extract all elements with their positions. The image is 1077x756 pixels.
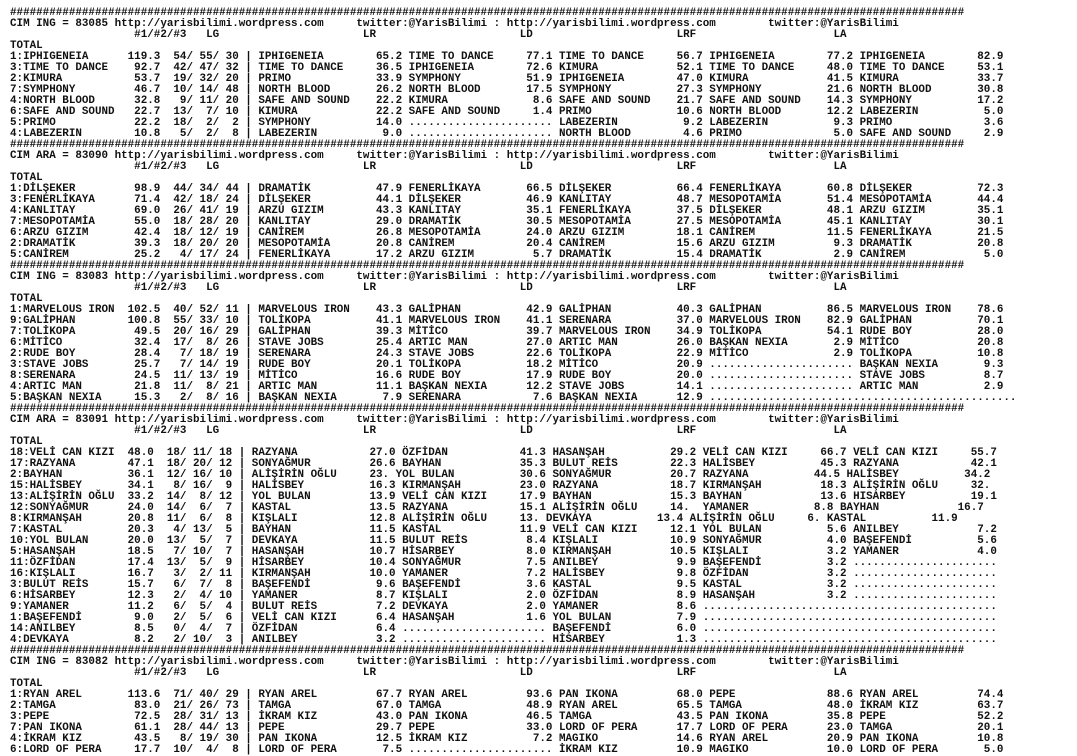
horse-row: 1:RYAN AREL 113.6 71/ 40/ 29 | RYAN AREL 67.7 RYAN AREL 93.6 PAN IKONA 68.0 PEPE 88.6 RYAN AREL 74.4 — [10, 689, 1004, 701]
horse-row: 6:SAFE AND SOUND 22.7 13/ 7/ 10 | KIMURA 22.2 SAFE AND SOUND 1.4 PRIMO 10.6 NORTH BLOOD 12.2 LABEZERIN 5.0 — [10, 106, 1004, 118]
total-label: TOTAL — [10, 40, 43, 52]
horse-row: 12:SONYAĞMUR 24.0 14/ 6/ 7 | KASTAL 13.5 RAZYANA 15.1 ALİŞİRİN OĞLU 14. YAMANER 8.8 BAYHAN 16.7 — [10, 502, 984, 514]
horse-row: 6:HİSARBEY 12.3 2/ 4/ 10 | YAMANER 8.7 KIŞLALI 2.0 ÖZFİDAN 8.9 HASANŞAH 3.2 ...................... — [10, 590, 997, 602]
total-label: TOTAL — [10, 293, 43, 305]
horse-row: 8:SERENARA 24.5 11/ 13/ 19 | MİTİCO 16.6 RUDE BOY 17.9 RUDE BOY 20.0 ...................... STAVE JOBS 8.7 — [10, 370, 1004, 382]
horse-row: 3:PEPE 72.5 28/ 31/ 13 | İKRAM KIZ 43.0 PAN IKONA 46.5 TAMGA 43.5 PAN IKONA 35.8 PEPE 52.2 — [10, 711, 1004, 723]
section-separator: ################################################################################################################################################## — [10, 645, 965, 657]
horse-row: 3:TIME TO DANCE 92.7 42/ 47/ 32 | TIME TO DANCE 36.5 IPHIGENEIA 72.6 KIMURA 52.1 TIME TO DANCE 48.0 TIME TO DANCE 53.1 — [10, 62, 1004, 74]
horse-row: 1:DİLŞEKER 98.9 44/ 34/ 44 | DRAMATİK 47.9 FENERLİKAYA 66.5 DİLŞEKER 66.4 FENERLİKAYA 60.8 DİLŞEKER 72.3 — [10, 183, 1004, 195]
horse-row: 4:LABEZERIN 10.8 5/ 2/ 8 | LABEZERIN 9.0 ...................... NORTH BLOOD 4.6 PRIMO 5.0 SAFE AND SOUND 2.9 — [10, 128, 1004, 140]
horse-row: 1:IPHIGENEIA 119.3 54/ 55/ 30 | IPHIGENEIA 65.2 TIME TO DANCE 77.1 TIME TO DANCE 56.7 IPHIGENEIA 77.2 IPHIGENEIA 82.9 — [10, 51, 1004, 63]
horse-row: 3:STAVE JOBS 25.7 7/ 14/ 19 | RUDE BOY 20.1 TOLİKOPA 18.2 MİTİCO 20.9 ...................... BAŞKAN NEXIA 9.3 — [10, 359, 1004, 371]
horse-row: 2:KIMURA 53.7 19/ 32/ 20 | PRIMO 33.9 SYMPHONY 51.9 IPHIGENEIA 47.0 KIMURA 41.5 KIMURA 33.7 — [10, 73, 1004, 85]
column-headers: #1/#2/#3 LG LR LD LRF LA — [10, 161, 847, 173]
horse-row: 2:BAYHAN 36.1 12/ 16/ 10 | ALİŞİRİN OĞLU 23. YOL BULAN 30.6 SONYAĞMUR 20.7 RAZYANA 44.5 HALİSBEY 34.2 — [10, 469, 991, 481]
horse-row: 7:TOLİKOPA 49.5 20/ 16/ 29 | GALİPHAN 39.3 MİTİCO 39.7 MARVELOUS IRON 34.9 TOLİKOPA 54.1 RUDE BOY 28.0 — [10, 326, 1004, 338]
horse-row: 18:VELİ CAN KIZI 48.0 18/ 11/ 18 | RAZYANA 27.0 ÖZFİDAN 41.3 HASANŞAH 29.2 VELİ CAN KIZI 66.7 VELİ CAN KIZI 55.7 — [10, 447, 997, 459]
horse-row: 8:KIRMANŞAH 20.8 11/ 6/ 8 | KIŞLALI 12.8 ALİŞİRİN OĞLU 13. DEVKAYA 13.4 ALİŞİRİN OĞLU 6. KASTAL 11.9 — [10, 513, 958, 525]
race-header: CIM ARA = 83091 http://yarisbilimi.wordpress.com twitter:@YarisBilimi : http://yarisbilimi.wordpress.com twitter:@YarisBilimi — [10, 414, 899, 426]
horse-row: 16:KIŞLALI 16.7 3/ 2/ 11 | KIRMANŞAH 10.0 YAMANER 7.2 HALİSBEY 9.8 ÖZFİDAN 3.2 ...................... — [10, 568, 997, 580]
horse-row: 2:DRAMATİK 39.3 18/ 20/ 20 | MESOPOTAMİA 20.8 CANİREM 20.4 CANİREM 15.6 ARZU GIZIM 9.3 DRAMATİK 20.8 — [10, 238, 1004, 250]
horse-row: 4:DEVKAYA 8.2 2/ 10/ 3 | ANILBEY 3.2 ...................... HİSARBEY 1.3 ............................................. — [10, 634, 997, 646]
horse-row: 3:FENERLİKAYA 71.4 42/ 18/ 24 | DİLŞEKER 44.1 DİLŞEKER 46.9 KANLITAY 48.7 MESOPOTAMİA 51.4 MESOPOTAMİA 44.4 — [10, 194, 1004, 206]
horse-row: 10:YOL BULAN 20.0 13/ 5/ 7 | DEVKAYA 11.5 BULUT REİS 8.4 KIŞLALI 10.9 SONYAĞMUR 4.0 BAŞEFENDİ 5.6 — [10, 535, 997, 547]
horse-row: 3:BULUT REİS 15.7 6/ 7/ 8 | BAŞEFENDİ 9.6 BAŞEFENDİ 3.6 KASTAL 9.5 KASTAL 3.2 ...................... — [10, 579, 997, 591]
section-separator: ################################################################################################################################################## — [10, 403, 965, 415]
horse-row: 6:ARZU GIZIM 42.4 18/ 12/ 19 | CANİREM 26.8 MESOPOTAMİA 24.0 ARZU GIZIM 18.1 CANİREM 11.5 FENERLİKAYA 21.5 — [10, 227, 1004, 239]
horse-row: 4:ARTIC MAN 21.8 11/ 8/ 21 | ARTIC MAN 11.1 BAŞKAN NEXIA 12.2 STAVE JOBS 14.1 ...................... ARTIC MAN 2.9 — [10, 381, 1004, 393]
section-separator: ################################################################################################################################################## — [10, 260, 965, 272]
horse-row: 4:İKRAM KIZ 43.5 8/ 19/ 30 | PAN IKONA 12.5 İKRAM KIZ 7.2 MAGIKO 14.6 RYAN AREL 20.9 PAN IKONA 10.8 — [10, 733, 1004, 745]
race-header: CIM ING = 83085 http://yarisbilimi.wordpress.com twitter:@YarisBilimi : http://yarisbilimi.wordpress.com twitter:@YarisBilimi — [10, 18, 899, 30]
column-headers: #1/#2/#3 LG LR LD LRF LA — [10, 29, 847, 41]
column-headers: #1/#2/#3 LG LR LD LRF LA — [10, 282, 847, 294]
total-label: TOTAL — [10, 172, 43, 184]
horse-row: 13:ALİŞİRİN OĞLU 33.2 14/ 8/ 12 | YOL BULAN 13.9 VELİ CAN KIZI 17.9 BAYHAN 15.3 BAYHAN 13.6 HISARBEY 19.1 — [10, 491, 997, 503]
horse-row: 6:MİTİCO 32.4 17/ 8/ 26 | STAVE JOBS 25.4 ARTIC MAN 27.0 ARTIC MAN 26.0 BAŞKAN NEXIA 2.9 MİTİCO 20.8 — [10, 337, 1004, 349]
total-label: TOTAL — [10, 436, 43, 448]
horse-row: 4:NORTH BLOOD 32.8 9/ 11/ 20 | SAFE AND SOUND 22.2 KIMURA 8.6 SAFE AND SOUND 21.7 SAFE AND SOUND 14.3 SYMPHONY 17.2 — [10, 95, 1004, 107]
section-separator: ################################################################################################################################################## — [10, 139, 965, 151]
horse-row: 5:PRIMO 22.2 18/ 2/ 2 | SYMPHONY 14.0 ...................... LABEZERIN 9.2 LABEZERIN 9.3 PRIMO 3.6 — [10, 117, 1004, 129]
horse-row: 9:GALİPHAN 100.8 55/ 33/ 10 | TOLİKOPA 41.1 MARVELOUS IRON 41.1 SERENARA 37.0 MARVELOUS IRON 82.9 GALİPHAN 70.1 — [10, 315, 1004, 327]
horse-row: 17:RAZYANA 47.1 18/ 20/ 12 | SONYAĞMUR 26.6 BAYHAN 35.3 BULUT REİS 22.3 HALİSBEY 45.3 RAZYANA 42.1 — [10, 458, 997, 470]
horse-row: 7:MESOPOTAMİA 55.0 18/ 28/ 20 | KANLITAY 29.0 DRAMATİK 30.5 MESOPOTAMİA 27.5 MESOPOTAMİA 45.1 KANLITAY 30.1 — [10, 216, 1004, 228]
race-header: CIM ING = 83083 http://yarisbilimi.wordpress.com twitter:@YarisBilimi : http://yarisbilimi.wordpress.com twitter:@YarisBilimi — [10, 271, 899, 283]
horse-row: 15:HALİSBEY 34.1 8/ 16/ 9 | HALİSBEY 16.3 KIRMANŞAH 23.0 RAZYANA 18.7 KIRMANŞAH 18.3 ALİŞİRİN OĞLU 32. — [10, 480, 991, 492]
horse-row: 1:MARVELOUS IRON 102.5 40/ 52/ 11 | MARVELOUS IRON 43.3 GALİPHAN 42.9 GALİPHAN 40.3 GALİPHAN 86.5 MARVELOUS IRON 78.6 — [10, 304, 1004, 316]
horse-row: 6:LORD OF PERA 17.7 10/ 4/ 8 | LORD OF PERA 7.5 ...................... İKRAM KIZ 10.9 MAGIKO 10.0 LORD OF PERA 5.0 — [10, 744, 1004, 756]
horse-row: 5:HASANŞAH 18.5 7/ 10/ 7 | HASANŞAH 10.7 HİSARBEY 8.0 KIRMANŞAH 10.5 KIŞLALI 3.2 YAMANER 4.0 — [10, 546, 997, 558]
horse-row: 11:ÖZFİDAN 17.4 13/ 5/ 9 | HİSARBEY 10.4 SONYAĞMUR 7.5 ANILBEY 9.9 BAŞEFENDİ 3.2 ...................... — [10, 557, 997, 569]
horse-row: 5:BAŞKAN NEXIA 15.3 2/ 8/ 16 | BAŞKAN NEXIA 7.9 SERENARA 7.6 BAŞKAN NEXIA 12.9 ............................................... — [10, 392, 1017, 404]
horse-row: 7:SYMPHONY 46.7 10/ 14/ 48 | NORTH BLOOD 26.2 NORTH BLOOD 17.5 SYMPHONY 27.3 SYMPHONY 21.6 NORTH BLOOD 30.8 — [10, 84, 1004, 96]
section-separator: ################################################################################################################################################## — [10, 7, 965, 19]
horse-row: 2:TAMGA 83.0 21/ 26/ 73 | TAMGA 67.0 TAMGA 48.9 RYAN AREL 65.5 TAMGA 48.0 İKRAM KIZ 63.7 — [10, 700, 1004, 712]
column-headers: #1/#2/#3 LG LR LD LRF LA — [10, 425, 847, 437]
horse-row: 14:ANILBEY 8.5 0/ 4/ 7 | ÖZFİDAN 6.4 ...................... BAŞEFENDİ 6.0 ............................................. — [10, 623, 997, 635]
column-headers: #1/#2/#3 LG LR LD LRF LA — [10, 667, 847, 679]
horse-row: 2:RUDE BOY 28.4 7/ 18/ 19 | SERENARA 24.3 STAVE JOBS 22.6 TOLİKOPA 22.9 MİTİCO 2.9 TOLİKOPA 10.8 — [10, 348, 1004, 360]
horse-row: 5:CANİREM 25.2 4/ 17/ 24 | FENERLİKAYA 17.2 ARZU GIZIM 5.7 DRAMATİK 15.4 DRAMATİK 2.9 CANİREM 5.0 — [10, 249, 1004, 261]
horse-row: 7:PAN IKONA 61.1 28/ 44/ 13 | PEPE 29.7 PEPE 33.0 LORD OF PERA 17.7 LORD OF PERA 23.0 TAMGA 20.1 — [10, 722, 1004, 734]
total-label: TOTAL — [10, 678, 43, 690]
race-header: CIM ING = 83082 http://yarisbilimi.wordpress.com twitter:@YarisBilimi : http://yarisbilimi.wordpress.com twitter:@YarisBilimi — [10, 656, 899, 668]
horse-row: 4:KANLITAY 69.0 26/ 41/ 19 | ARZU GIZIM 43.3 KANLITAY 35.1 FENERLİKAYA 37.5 DİLŞEKER 48.1 ARZU GIZIM 35.1 — [10, 205, 1004, 217]
horse-row: 7:KASTAL 20.3 4/ 13/ 5 | BAYHAN 11.5 KASTAL 11.9 VELİ CAN KIZI 12.1 YOL BULAN 5.6 ANILBEY 7.2 — [10, 524, 997, 536]
horse-row: 9:YAMANER 11.2 6/ 5/ 4 | BULUT REİS 7.2 DEVKAYA 2.0 YAMANER 8.6 ............................................. — [10, 601, 997, 613]
horse-row: 1:BAŞEFENDİ 9.0 2/ 5/ 6 | VELİ CAN KIZI 6.4 HASANŞAH 1.6 YOL BULAN 7.9 ............................................. — [10, 612, 997, 624]
race-header: CIM ARA = 83090 http://yarisbilimi.wordpress.com twitter:@YarisBilimi : http://yarisbilimi.wordpress.com twitter:@YarisBilimi — [10, 150, 899, 162]
